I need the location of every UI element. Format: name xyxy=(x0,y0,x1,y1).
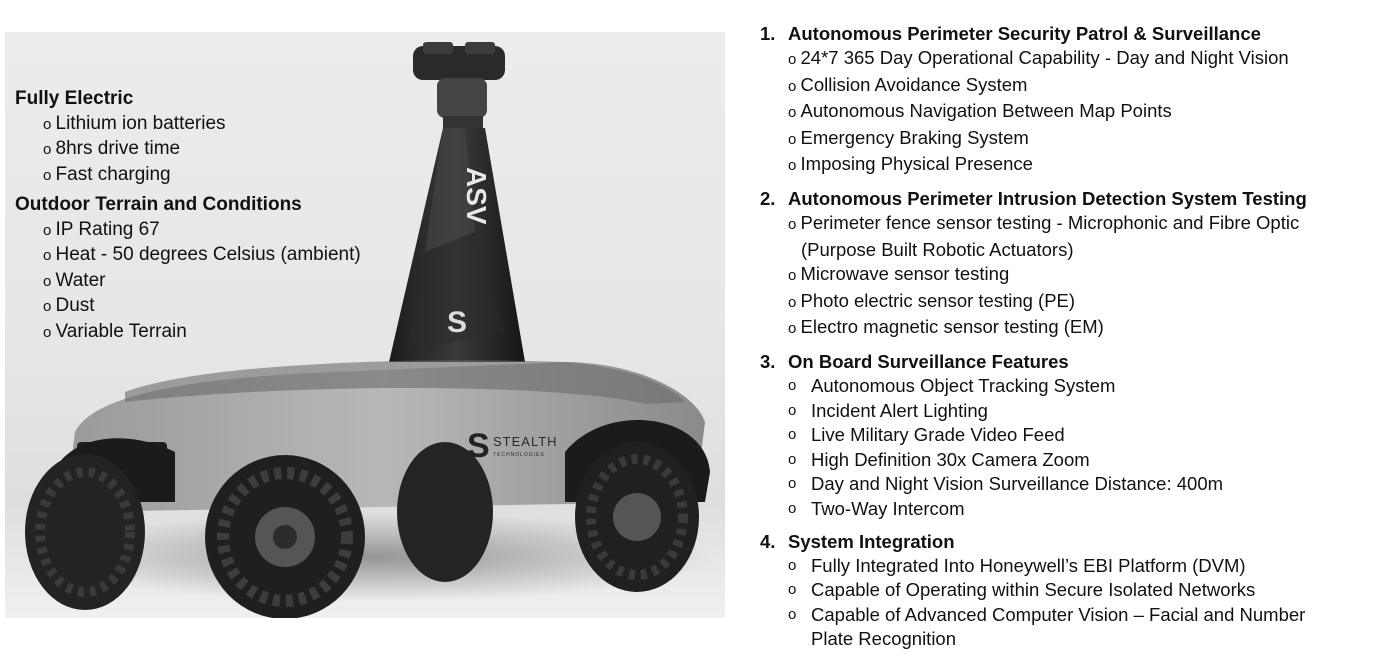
feature-item: o Day and Night Vision Surveillance Distance: 400m xyxy=(788,472,1380,497)
spec-list xyxy=(15,112,226,189)
feature-section-integration xyxy=(760,530,1380,652)
brand-logo-text: STEALTH xyxy=(493,434,558,449)
section-heading xyxy=(760,350,1380,374)
feature-item: o Fully Integrated Into Honeywell’s EBI Platform (DVM) xyxy=(788,554,1380,579)
section-heading xyxy=(760,530,1380,554)
section-number: 4. xyxy=(760,530,776,552)
feature-item: o Autonomous Object Tracking System xyxy=(788,374,1380,399)
feature-item xyxy=(788,603,1380,652)
section-items xyxy=(760,211,1380,342)
section-title: Autonomous Perimeter Intrusion Detection System Testing xyxy=(788,187,1307,209)
spec-item: o Variable Terrain xyxy=(43,320,361,346)
spec-group-title: Fully Electric xyxy=(15,88,134,109)
section-items xyxy=(760,46,1380,179)
spec-item: o Fast charging xyxy=(43,163,226,189)
feature-item: o Perimeter fence sensor testing - Microphonic and Fibre Optic xyxy=(788,211,1380,238)
spec-item: o Lithium ion batteries xyxy=(43,112,226,138)
spec-list xyxy=(15,218,361,346)
feature-item: o Microwave sensor testing xyxy=(788,262,1380,289)
feature-item-continuation: (Purpose Built Robotic Actuators) xyxy=(801,238,1074,260)
feature-list xyxy=(760,22,1380,660)
product-photo-panel xyxy=(5,32,725,618)
section-title: On Board Surveillance Features xyxy=(788,350,1069,372)
feature-item: o Live Military Grade Video Feed xyxy=(788,423,1380,448)
feature-section-intrusion xyxy=(760,187,1380,342)
feature-item: o Capable of Operating within Secure Isolated Networks xyxy=(788,578,1380,603)
spec-item: o IP Rating 67 xyxy=(43,218,361,244)
feature-item: o Photo electric sensor testing (PE) xyxy=(788,289,1380,316)
section-title: System Integration xyxy=(788,530,955,552)
front-right-wheel xyxy=(205,455,365,618)
section-number: 2. xyxy=(760,187,776,209)
front-left-wheel xyxy=(25,454,145,610)
spec-item: o Dust xyxy=(43,294,361,320)
spec-item: o 8hrs drive time xyxy=(43,137,226,163)
spec-group-title: Outdoor Terrain and Conditions xyxy=(15,194,302,215)
section-items xyxy=(760,374,1380,522)
spec-item: o Water xyxy=(43,269,361,295)
mast-s-logo-icon: S xyxy=(447,306,468,339)
feature-item-continuation: Plate Recognition xyxy=(811,628,957,650)
mast-logo-text: ASV xyxy=(461,167,492,225)
section-items xyxy=(760,554,1380,652)
feature-item: o Autonomous Navigation Between Map Points xyxy=(788,99,1380,126)
feature-item: o Two-Way Intercom xyxy=(788,497,1380,522)
brand-logo-subtext: TECHNOLOGIES xyxy=(493,452,545,458)
feature-item: o 24*7 365 Day Operational Capability - Day and Night Vision xyxy=(788,46,1380,73)
feature-item: o Emergency Braking System xyxy=(788,126,1380,153)
feature-item: o Imposing Physical Presence xyxy=(788,152,1380,179)
rear-right-wheel xyxy=(575,442,699,592)
section-title: Autonomous Perimeter Security Patrol & Surveillance xyxy=(788,23,1261,44)
feature-section-patrol xyxy=(760,22,1380,179)
feature-item: o High Definition 30x Camera Zoom xyxy=(788,448,1380,473)
feature-item: o Incident Alert Lighting xyxy=(788,399,1380,424)
feature-item: o Electro magnetic sensor testing (EM) xyxy=(788,315,1380,342)
section-number: 3. xyxy=(760,350,776,372)
section-heading xyxy=(760,22,1380,46)
feature-item: o Collision Avoidance System xyxy=(788,73,1380,100)
feature-item-text: Capable of Advanced Computer Vision – Facial and Number xyxy=(811,603,1306,625)
feature-section-surveillance xyxy=(760,350,1380,522)
spec-item: o Heat - 50 degrees Celsius (ambient) xyxy=(43,243,361,269)
section-heading xyxy=(760,187,1380,211)
section-number: 1. xyxy=(760,23,776,44)
spec-group-electric xyxy=(15,87,226,188)
side-s-logo-icon: S xyxy=(467,427,490,465)
spec-group-terrain xyxy=(15,193,361,345)
